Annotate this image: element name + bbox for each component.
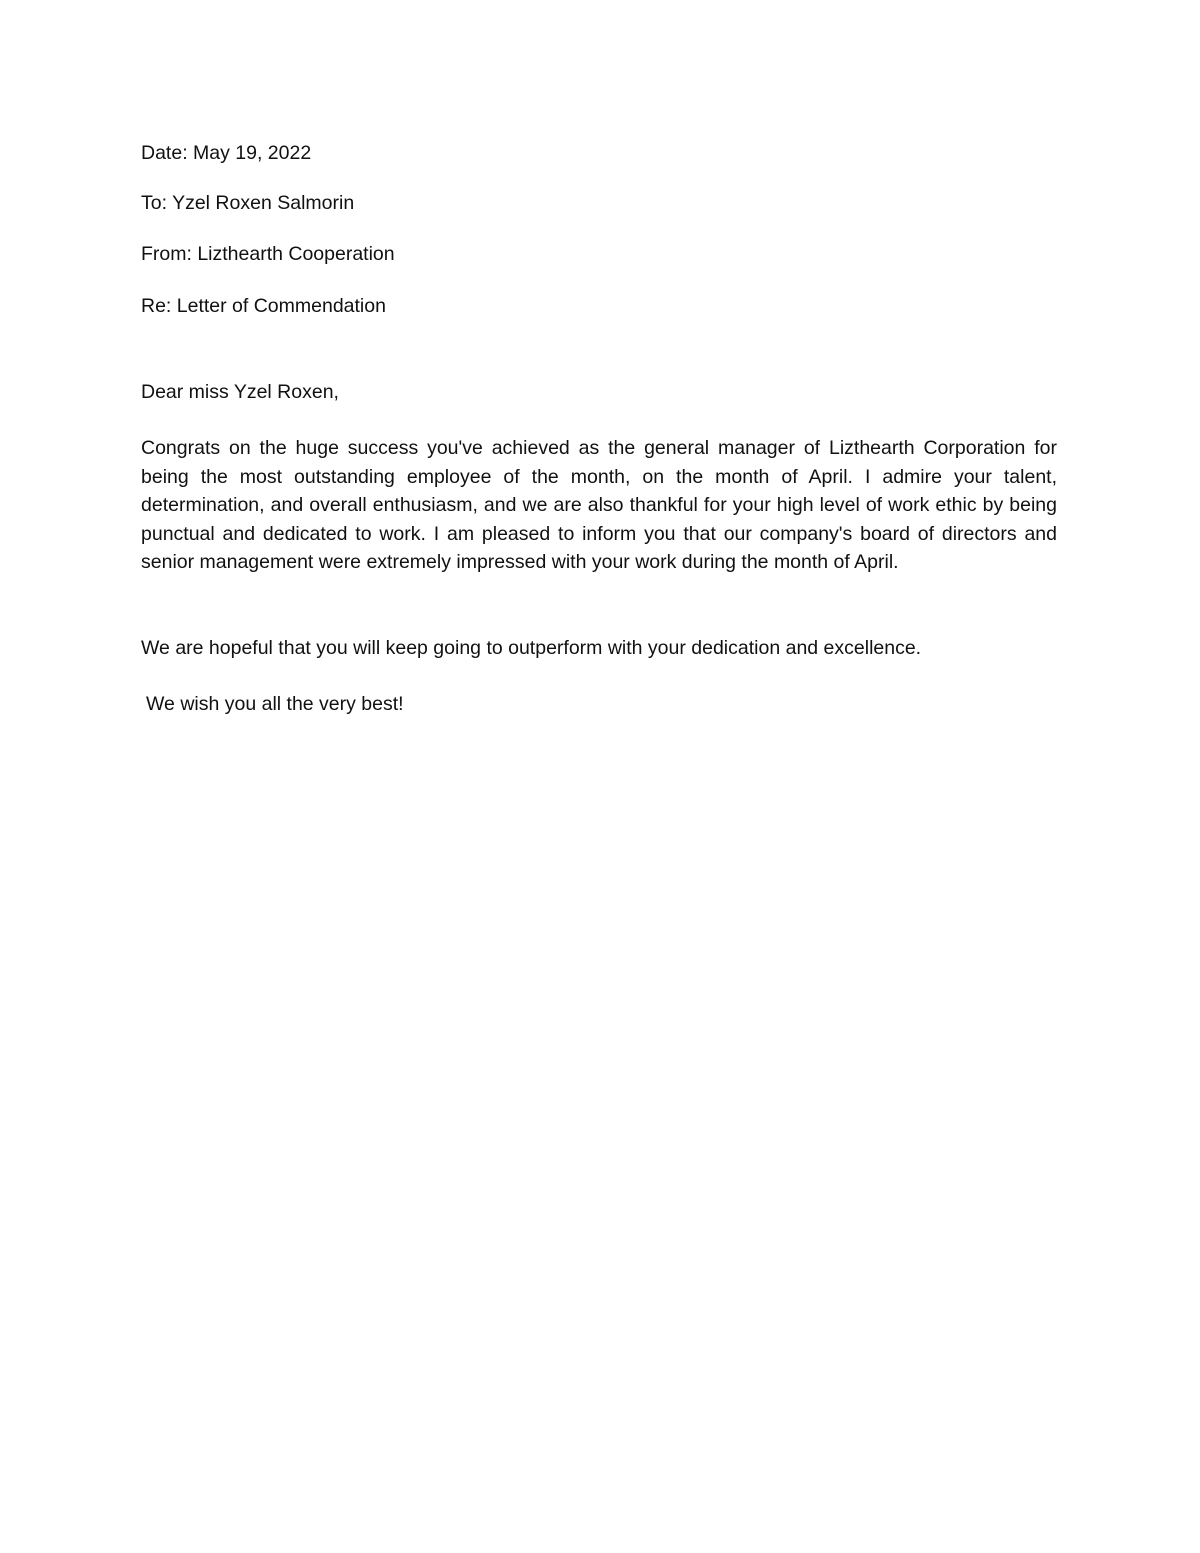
memo-to: To: Yzel Roxen Salmorin	[141, 192, 355, 214]
letter-closing: We wish you all the very best!	[146, 693, 404, 715]
memo-subject: Re: Letter of Commendation	[141, 295, 386, 317]
memo-date: Date: May 19, 2022	[141, 142, 312, 164]
letter-salutation: Dear miss Yzel Roxen,	[141, 381, 339, 403]
letter-paragraph: Congrats on the huge success you've achieved as the general manager of Lizthearth Corporation for being the most outstanding employee of the month, on the month of April. I admire your talent, determination, and overall enthusiasm, and we are also thankful for your high level of work ethic by being punctual and dedicated to work. I am pleased to inform you that our company's board of directors and senior management were extremely impressed with your work during the month of April.	[141, 437, 1057, 573]
letter-paragraph: We are hopeful that you will keep going to outperform with your dedication and excellence.	[141, 637, 922, 659]
memo-from: From: Lizthearth Cooperation	[141, 243, 395, 265]
